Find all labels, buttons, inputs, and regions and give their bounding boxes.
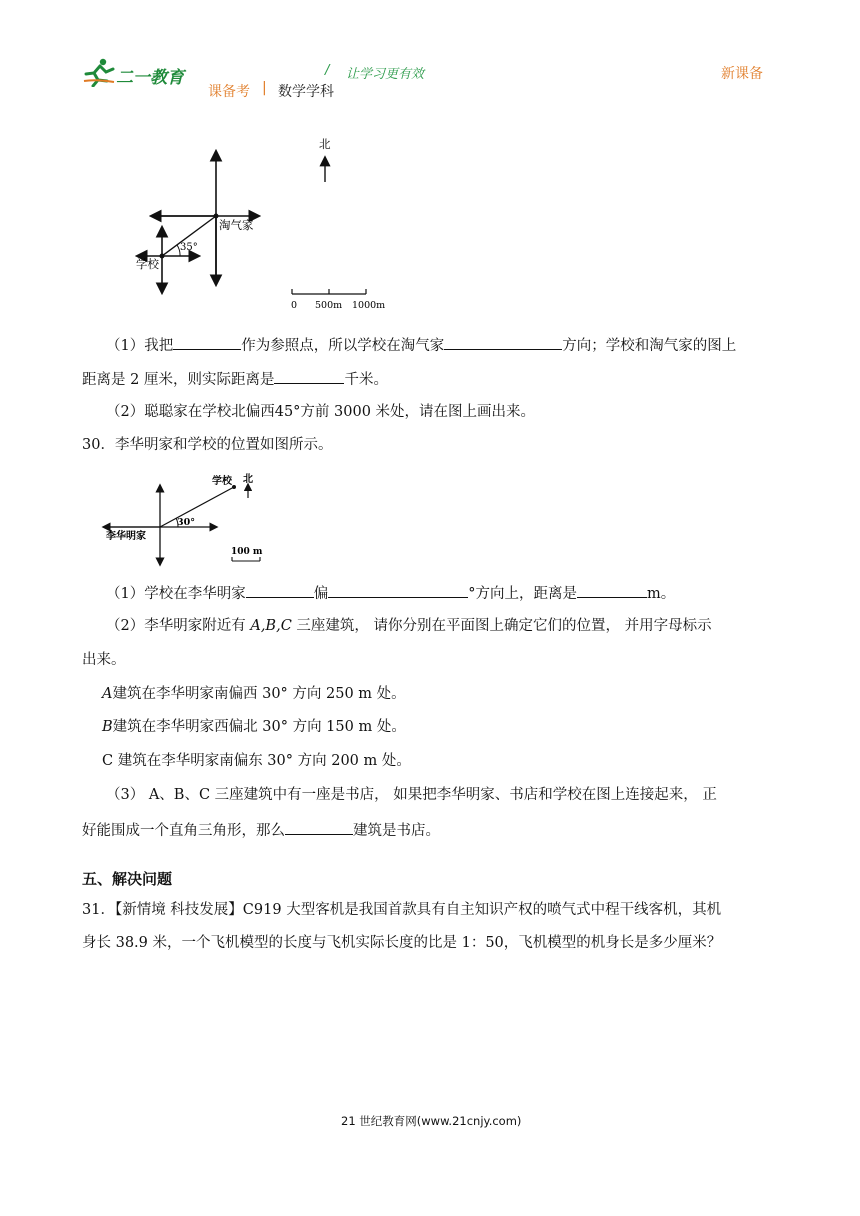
q29-p1-text-c: 方向；学校和淘气家的图上: [562, 338, 737, 354]
q30-blank-dir1[interactable]: [246, 582, 314, 598]
q30-part3-line1: （3） A、B、C 三座建筑中有一座是书店， 如果把李华明家、书店和学校在图上连接起来， 正: [106, 787, 717, 803]
q29-blank-direction[interactable]: [444, 334, 562, 350]
q30-a-text: 建筑在李华明家南偏西 30° 方向 250 m 处。: [112, 686, 406, 702]
figure-lihuaming-map: [100, 468, 280, 568]
lhm-home-label: 李华明家: [106, 531, 146, 542]
q30-building-b: [102, 717, 406, 737]
org-label: 课备考: [208, 84, 250, 100]
q30-part3-line2: [82, 819, 440, 841]
q29-p1-text-a: （1）我把: [106, 338, 174, 354]
q30-part2-line1: [106, 616, 712, 636]
q30-p1-text-b: 偏: [313, 586, 329, 602]
q30-p3-text-b: 好能围成一个直角三角形，那么: [82, 823, 285, 839]
q30-b-text: 建筑在李华明家西偏北 30° 方向 150 m 处。: [112, 719, 406, 735]
q29-part1-line1: [106, 334, 736, 356]
q30-p2-text-a: （2）李华明家附近有: [106, 618, 246, 634]
q30-blank-distance[interactable]: [577, 582, 647, 598]
lhm-angle-label: 30°: [177, 517, 195, 528]
logo-text: 二一教育: [116, 68, 184, 88]
q30-a-letter: A: [102, 686, 113, 702]
slogan-slash: /: [325, 63, 330, 78]
logo: [82, 57, 194, 89]
q29-p1-text-b: 作为参照点，所以学校在淘气家: [241, 338, 445, 354]
q30-building-a: [102, 684, 406, 704]
page-footer: 21 世纪教育网(www.21cnjy.com): [341, 1114, 522, 1128]
q30-b-letter: B: [102, 719, 113, 735]
header-divider: |: [262, 80, 267, 96]
q30-p2-text-b: 三座建筑， 请你分别在平面图上确定它们的位置， 并用字母标示: [296, 618, 712, 634]
q30-blank-angle[interactable]: [328, 582, 468, 598]
north-label: 北: [319, 137, 331, 151]
school-label: 学校: [136, 257, 159, 271]
figure-taoqi-map: [120, 130, 400, 320]
q30-p3-text-c: 建筑是书店。: [353, 823, 440, 839]
q30-p1-text-c: °方向上，距离是: [468, 586, 577, 602]
q31-line2: 身长 38.9 米，一个飞机模型的长度与飞机实际长度的比是 1：50，飞机模型的机身长是多少厘米？: [82, 935, 722, 951]
q29-p1-text-d: 距离是 2 厘米，则实际距离是: [82, 372, 275, 388]
scale-label-0: 0: [291, 300, 298, 311]
q30-p1-text-a: （1）学校在李华明家: [106, 586, 246, 602]
section5-title: 五、解决问题: [82, 870, 173, 888]
q30-title: 30．李华明家和学校的位置如图所示。: [82, 437, 333, 453]
q30-part2-line2: 出来。: [82, 652, 126, 668]
q30-part1: [106, 582, 675, 604]
q29-part1-line2: [82, 368, 388, 390]
q30-building-c: C 建筑在李华明家南偏东 30° 方向 200 m 处。: [102, 753, 411, 769]
q29-blank-distance[interactable]: [274, 368, 344, 384]
q29-part2: （2）聪聪家在学校北偏西45°方前 3000 米处，请在图上画出来。: [106, 404, 536, 420]
lhm-north-label: 北: [243, 474, 253, 485]
slogan: 让学习更有效: [346, 67, 425, 82]
scale-bar: [292, 289, 366, 294]
lhm-school-label: 学校: [212, 476, 232, 487]
lhm-scale-bar: [232, 557, 260, 561]
lhm-school-link: [160, 487, 234, 527]
scale-label-1000: 1000m: [352, 300, 386, 311]
home-label: 淘气家: [219, 218, 254, 232]
subject-label: 数学学科: [278, 84, 334, 100]
angle-label: 35°: [180, 242, 198, 253]
scale-label-500: 500m: [315, 300, 343, 311]
q30-p2-vars: A,B,C: [250, 618, 292, 634]
q31-line1: 31．【新情境 科技发展】C919 大型客机是我国首款具有自主知识产权的喷气式中程干线客机，其机: [82, 902, 722, 918]
q30-blank-bookstore[interactable]: [285, 819, 353, 835]
q30-p1-text-d: m。: [646, 586, 676, 602]
lhm-scale-label: 100 m: [231, 547, 263, 557]
q29-blank-reference[interactable]: [173, 334, 241, 350]
runner-logo-icon: [82, 57, 116, 87]
q29-p1-text-e: 千米。: [344, 372, 388, 388]
new-textbook-label: 新课备: [721, 66, 763, 82]
